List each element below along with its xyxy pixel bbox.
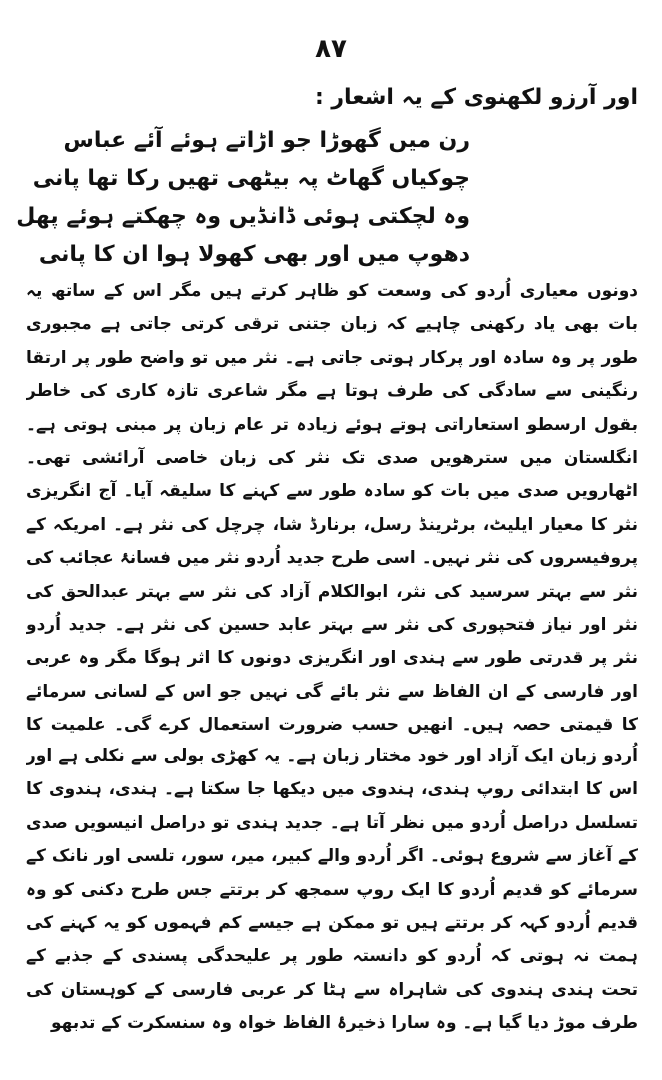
paragraph-2: اُردو زبان ایک آزاد اور خود مختار زبان ہے۔ یہ کھڑی بولی سے نکلی ہے اور اس کا ابتدائی روپ ہندی، ہندوی میں دیکھا جا سکتا ہے۔ ہندی، ہندوی کا تسلسل دراصل اُردو میں نظر آتا ہے۔ جدید ہندی تو دراصل انیسویں صدی کے آغاز سے شروع ہوئی۔ اگر اُردو والے کبیر، میر، سور، تلسی اور نانک کے سرمائے کو قدیم اُردو کا ایک روپ سمجھ کر برتتے جس طرح دکنی کو وہ قدیم اُردو کہہ کر برتتے ہیں تو ممکن ہے جیسے کم فہموں کو یہ کہنے کی ہمت نہ ہوتی کہ اُردو کو دانستہ طور پر علیحدگی پسندی کے جذبے کے تحت ہندی ہندوی کی شاہراہ سے ہٹا کر عربی فارسی کے کوہستان کی طرف موڑ دیا گیا ہے۔ وہ سارا ذخیرۂ الفاظ خواہ وہ سنسکرت کے تدبھو — [26, 746, 638, 1034]
verse-line-4: دھوپ میں اور بھی کھولا ہوا ان کا پانی — [38, 242, 470, 267]
page-number: ۸۷ — [315, 34, 347, 64]
verse-line-1: رن میں گھوڑا جو اڑاتے ہوئے آئے عباس — [63, 128, 470, 153]
verse-block — [16, 122, 470, 274]
verse-line-3: وہ لچکتی ہوئی ڈانڈیں وہ چھکتے ہوئے پھل — [16, 204, 470, 229]
intro-line: اور آرزو لکھنوی کے یہ اشعار : — [314, 85, 638, 110]
paragraph-1: دونوں معیاری اُردو کی وسعت کو ظاہر کرتے ہیں مگر اس کے ساتھ یہ بات بھی یاد رکھنی چاہیے کہ زبان جتنی ترقی کرتی جاتی ہے مجبوری طور پر وہ سادہ اور پرکار ہوتی جاتی ہے۔ نثر میں تو واضح طور پر ارتقا رنگینی سے سادگی کی طرف ہوتا ہے مگر شاعری تازہ کاری کی خاطر بقول ارسطو استعاراتی ہوتے ہوئے زیادہ تر عام زبان پر مبنی ہوتی ہے۔ انگلستان میں سترھویں صدی تک نثر کی زبان خاصی آرائشی تھی۔ اٹھارویں صدی میں بات کو سادہ طور سے کہنے کا سلیقہ آیا۔ آج انگریزی نثر کا معیار ایلیٹ، برٹرینڈ رسل، برنارڈ شا، چرچل کی نثر ہے۔ امریکہ کے پروفیسروں کی نثر نہیں۔ اسی طرح جدید اُردو نثر میں فسانۂ عجائب کی نثر سے بہتر سرسید کی نثر، ابوالکلام آزاد کی نثر سے بہتر عبدالحق کی نثر اور نیاز فتحپوری کی نثر سے بہتر عابد حسین کی نثر ہے۔ جدید اُردو نثر پر قدرتی طور سے ہندی اور انگریزی دونوں کا اثر ہوگا مگر وہ عربی اور فارسی کے ان الفاظ سے نثر بائے گی نہیں جو اس کے لسانی سرمائے کا قیمتی حصہ ہیں۔ انھیں حسب ضرورت استعمال کرے گی۔ علمیت کا — [26, 281, 638, 736]
verse-line-2: چوکیاں گھاٹ پہ بیٹھی تھیں رکا تھا پانی — [32, 166, 470, 191]
